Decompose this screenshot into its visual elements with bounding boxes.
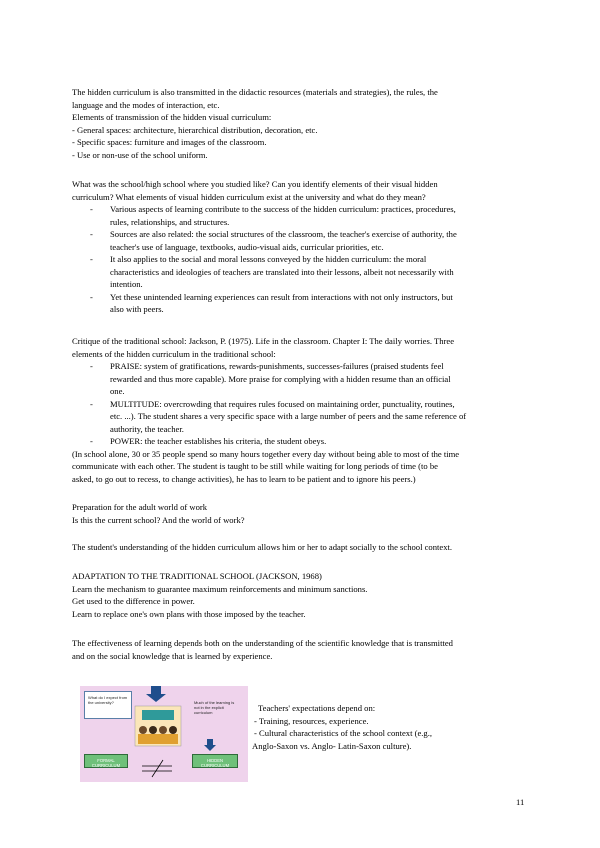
elements-item-3: - Use or non-use of the school uniform. bbox=[72, 149, 208, 160]
figure-side-text: Much of the learning is not in the explicit curriculum bbox=[194, 700, 235, 715]
arrow-down-icon bbox=[146, 694, 166, 702]
elements-item-2: - Specific spaces: furniture and images of the classroom. bbox=[72, 137, 267, 147]
expectations-item-2: - Cultural characteristics of the school context (e.g., bbox=[254, 728, 433, 738]
effectiveness-line1: The effectiveness of learning depends both on the understanding of the scientific knowledge that is transmitted bbox=[72, 638, 453, 648]
expectations-tail: Anglo-Saxon vs. Anglo- Latin-Saxon culture). bbox=[252, 740, 412, 751]
question-line2: curriculum? What elements of visual hidden curriculum exist at the university and what do they mean? bbox=[72, 191, 426, 202]
para1-line2: language and the modes of interaction, etc. bbox=[72, 99, 220, 110]
formal-curriculum-label: FORMAL CURRICULUM bbox=[84, 754, 128, 768]
elements-heading: Elements of transmission of the hidden visual curriculum: bbox=[72, 112, 272, 122]
critique-line1: Critique of the traditional school: Jackson, P. (1975). Life in the classroom. Chapter I: The daily worries. Three bbox=[72, 336, 455, 346]
blackboard-icon bbox=[142, 710, 174, 720]
page-number: 11 bbox=[516, 797, 525, 807]
adaptation-item-3: Learn to replace one's own plans with those imposed by the teacher. bbox=[72, 608, 306, 619]
understanding-text: The student's understanding of the hidden curriculum allows him or her to adapt socially to the school context. bbox=[72, 542, 453, 552]
school-note-line2: communicate with each other. The student is taught to be still while waiting for long periods of time (to be bbox=[72, 461, 438, 471]
adaptation-item-1: Learn the mechanism to guarantee maximum reinforcements and minimum sanctions. bbox=[72, 583, 368, 594]
hidden-curriculum-label: HIDDEN CURRICULUM bbox=[192, 754, 238, 768]
arrow-down-icon bbox=[151, 686, 161, 694]
school-note-line1: (In school alone, 30 or 35 people spend so many hours together every day without being able to most of the time bbox=[72, 448, 460, 459]
school-note-line3: asked, to go out to recess, to change activities), he has to learn to be patient and to ignore his peers.) bbox=[72, 473, 416, 484]
document-page: The hidden curriculum is also transmitted in the didactic resources (materials and strategies), the rules, the language and the modes of interaction, etc. Elements of transmission of the hidden visual curriculum: - General spaces: architecture, hierarchical distribution, decoration, etc. - Specific spaces: furniture and images of the classroom. - Use or non-use of the school uniform. What was the school/high school where you studied like? Can you identify elements of their visual hidden curriculum? What elements of visual hidden curriculum exist at the university and what do they mean? - Various aspects of learning contribute to the success of the hidden curriculum: practices, procedures, rules, relationships, and structures. - Sources are also related: the social structures of the classroom, the teacher's exercise of authority, the teacher's use of language, textbooks, audio-visual aids, curricular priorities, etc. - It also applies to the social and moral lessons conveyed by the hidden curriculum: the moral characteristics and ideologies of teachers are translated into their lessons, albeit not necessarily with intention. - Yet these unintended learning experiences can result from interactions with not only instructors, but also with peers. Critique of the traditional school: Jackson, P. (1975). Life in the classroom. Chapter I: The daily worries. Three elements of the hidden curriculum in the traditional school: - PRAISE: system of gratifications, rewards-punishments, successes-failures (praised students feel rewarded and thus more capable). More praise for complying with a hidden resume than an official one. - MULTITUDE: overcrowding that requires rules focused on maintaining order, punctuality, routines, etc. ...). The student shares a very specific space with a large number of peers and the same reference of authority, the teacher. - POWER: the teacher establishes his criteria, the student obeys. (In school alone, 30 or 35 people spend so many hours together every day without being able to most of the time communicate with each other. The student is taught to be still while waiting for long periods of time (to be asked, to go out to recess, to change activities), he has to learn to be patient and to ignore his peers.) Preparation for the adult world of work Is this the current school? And the world of work? The student's understanding of the hidden curriculum allows him or her to adapt socially to the school context. ADAPTATION TO THE TRADITIONAL SCHOOL (JACKSON, 1968) Learn the mechanism to guarantee maximum reinforcements and minimum sanctions. Get used to the difference in power. Learn to replace one's own plans with those imposed by the teacher. The effectiveness of learning depends both on the understanding of the scientific knowledge that is transmitted and on the social knowledge that is learned by experience. What do I expect from the university? Much of the learning is not in the explicit curriculum FORMAL CURRICULUM HIDDEN CURRICULUM Teachers' expectations depend on: - Training, resources, experience. - Cultural characteristics of the school context (e.g., Anglo-Saxon vs. Anglo- Latin-Saxon culture). 11 bbox=[72, 87, 525, 807]
effectiveness-line2: and on the social knowledge that is learned by experience. bbox=[72, 650, 273, 661]
arrow-down-icon bbox=[207, 739, 213, 745]
not-equal-icon bbox=[152, 760, 163, 777]
expectations-heading: Teachers' expectations depend on: bbox=[258, 703, 376, 713]
elements-item-1: - General spaces: architecture, hierarchical distribution, decoration, etc. bbox=[72, 124, 318, 135]
adaptation-heading: ADAPTATION TO THE TRADITIONAL SCHOOL (JACKSON, 1968) bbox=[72, 571, 322, 581]
adaptation-item-2: Get used to the difference in power. bbox=[72, 596, 195, 606]
hidden-curriculum-figure bbox=[80, 686, 248, 782]
prep-line1: Preparation for the adult world of work bbox=[72, 502, 208, 512]
expectations-item-1: - Training, resources, experience. bbox=[254, 715, 369, 726]
para1-line1: The hidden curriculum is also transmitted in the didactic resources (materials and strategies), the rules, the bbox=[72, 87, 438, 97]
critique-line2: elements of the hidden curriculum in the traditional school: bbox=[72, 348, 276, 359]
question-line1: What was the school/high school where you studied like? Can you identify elements of their visual hidden bbox=[72, 179, 438, 189]
prep-line2: Is this the current school? And the world of work? bbox=[72, 514, 245, 525]
expectation-bubble: What do I expect from the university? bbox=[84, 691, 132, 719]
